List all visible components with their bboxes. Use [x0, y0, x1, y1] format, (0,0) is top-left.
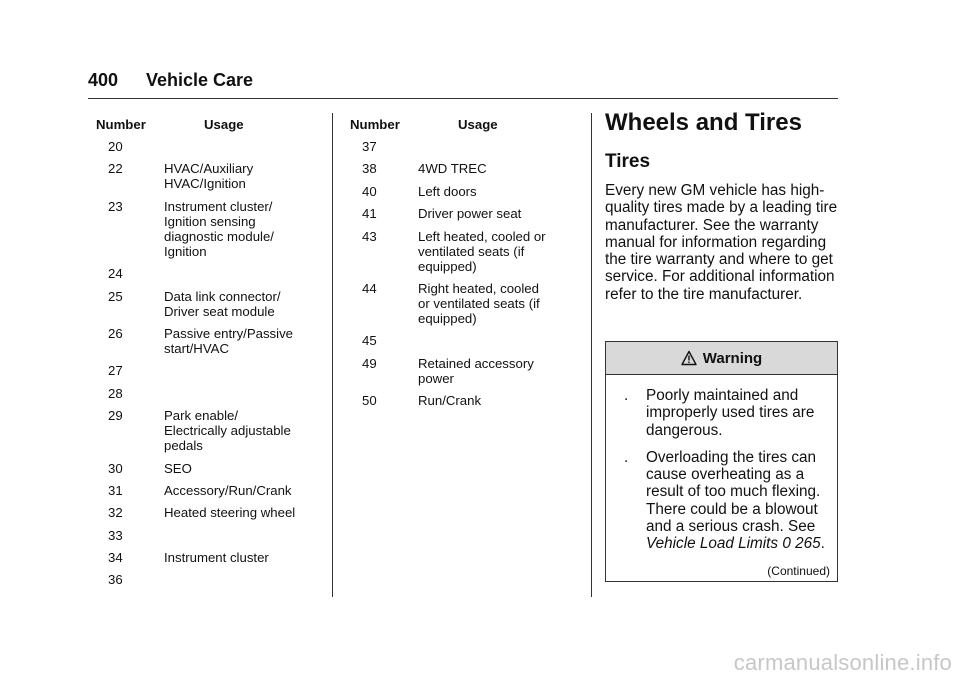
table-row: [342, 184, 582, 199]
fuse-usage: [146, 483, 296, 498]
fuse-number: 34: [108, 550, 123, 566]
fuse-usage: [146, 139, 296, 154]
column-header-number: Number: [96, 117, 146, 132]
continued-label: (Continued): [767, 564, 830, 578]
fuse-usage-line: Right heated, cooled: [418, 280, 539, 296]
page-reference[interactable]: 265: [795, 535, 821, 553]
fuse-usage: [146, 289, 296, 319]
table-row: [88, 505, 324, 520]
fuse-usage-line: Instrument cluster/: [164, 198, 273, 214]
fuse-usage: [146, 386, 296, 401]
sentence-end: .: [820, 535, 825, 553]
fuse-number: 29: [108, 408, 123, 424]
fuse-usage: [146, 550, 296, 565]
fuse-usage-line: or ventilated seats (if: [418, 295, 540, 311]
table-row: [88, 289, 324, 319]
column-header-usage: Usage: [204, 117, 244, 132]
fuse-usage: [146, 572, 296, 587]
warning-item: [624, 449, 829, 553]
table-row: [342, 161, 582, 176]
table-row: [88, 483, 324, 498]
fuse-usage: [400, 184, 550, 199]
fuse-number: 45: [362, 333, 377, 349]
fuse-usage: [146, 363, 296, 378]
fuse-usage: [146, 199, 296, 259]
warning-title: Warning: [702, 349, 763, 367]
table-row: [88, 572, 324, 587]
fuse-number: 33: [108, 527, 123, 543]
fuse-number: 31: [108, 482, 123, 498]
fuse-table-left: [88, 117, 324, 595]
warning-item-text: [646, 449, 829, 553]
fuse-number: 20: [108, 139, 123, 154]
fuse-number: 37: [362, 139, 377, 154]
subsection-heading: Tires: [605, 151, 651, 172]
fuse-usage: [146, 161, 296, 191]
fuse-usage: [146, 266, 296, 281]
table-row: [88, 363, 324, 378]
fuse-number: 25: [108, 288, 123, 304]
fuse-number: 23: [108, 198, 123, 214]
page-number: 400: [88, 70, 119, 90]
fuse-usage: [400, 206, 550, 221]
fuse-usage-line: Left doors: [418, 183, 477, 199]
fuse-usage: [400, 229, 550, 274]
fuse-usage: [146, 505, 296, 520]
column-divider: [332, 113, 333, 597]
table-row: [88, 161, 324, 191]
warning-header: [606, 342, 837, 375]
bullet: .: [624, 387, 629, 404]
table-row: [88, 266, 324, 281]
fuse-number: 26: [108, 325, 123, 341]
fuse-usage-line: Electrically adjustable: [164, 423, 291, 439]
column-header-usage: Usage: [458, 117, 498, 132]
fuse-usage-line: Driver seat module: [164, 303, 275, 319]
fuse-usage-line: Left heated, cooled or: [418, 228, 546, 244]
table-rows: [342, 139, 582, 408]
fuse-usage-line: HVAC/Auxiliary: [164, 161, 254, 177]
fuse-usage-line: Data link connector/: [164, 288, 281, 304]
fuse-number: 40: [362, 183, 377, 199]
fuse-table-right: [342, 117, 582, 416]
fuse-number: 24: [108, 266, 123, 282]
fuse-usage-line: Heated steering wheel: [164, 505, 296, 521]
fuse-usage: [400, 356, 550, 386]
fuse-usage-line: equipped): [418, 258, 477, 274]
warning-item-body: Overloading the tires can cause overheating as a result of too much flexing. There could be a blowout and a serious crash. See: [646, 448, 821, 536]
fuse-usage-line: diagnostic module/: [164, 228, 274, 244]
fuse-usage-line: start/HVAC: [164, 340, 229, 356]
section-heading: Wheels and Tires: [605, 109, 802, 136]
table-rows: [88, 139, 324, 587]
intro-paragraph: Every new GM vehicle has high-quality tires made by a leading tire manufacturer. See the warranty manual for information regarding the tire warranty and where to get service. For additional information refer to the tire manufacturer.: [605, 182, 838, 303]
fuse-usage-line: power: [418, 370, 454, 386]
table-row: [342, 333, 582, 348]
table-row: [342, 356, 582, 386]
table-row: [88, 386, 324, 401]
page-header: [88, 70, 253, 91]
fuse-usage: [400, 333, 550, 348]
warning-body: [606, 375, 837, 553]
fuse-usage-line: Retained accessory: [418, 355, 534, 371]
fuse-usage: [146, 408, 296, 453]
fuse-usage-line: Ignition: [164, 243, 207, 259]
fuse-number: 49: [362, 355, 377, 371]
warning-box: [605, 341, 838, 582]
table-header: [88, 117, 324, 132]
column-header-number: Number: [350, 117, 400, 132]
fuse-number: 27: [108, 363, 123, 379]
fuse-number: 32: [108, 505, 123, 521]
fuse-usage: [146, 461, 296, 476]
fuse-usage-line: Driver power seat: [418, 206, 522, 222]
fuse-number: 38: [362, 161, 377, 177]
fuse-number: 28: [108, 385, 123, 401]
column-divider: [591, 113, 592, 597]
fuse-usage: [146, 326, 296, 356]
vehicle-load-limits-link[interactable]: Vehicle Load Limits: [646, 535, 779, 553]
fuse-number: 50: [362, 393, 377, 409]
table-row: [88, 550, 324, 565]
fuse-usage-line: 4WD TREC: [418, 161, 487, 177]
warning-item-text: Poorly maintained and improperly used tires are dangerous.: [646, 387, 815, 439]
fuse-usage: [400, 139, 550, 154]
fuse-usage-line: Run/Crank: [418, 393, 482, 409]
table-row: [342, 393, 582, 408]
table-row: [88, 199, 324, 259]
table-row: [342, 281, 582, 326]
fuse-usage: [146, 528, 296, 543]
fuse-usage-line: Ignition sensing: [164, 213, 256, 229]
fuse-usage: [400, 161, 550, 176]
watermark: carmanualsonline.info: [733, 650, 952, 675]
fuse-usage-line: equipped): [418, 310, 477, 326]
fuse-number: 41: [362, 206, 377, 222]
table-header: [342, 117, 582, 132]
fuse-usage-line: SEO: [164, 460, 192, 476]
fuse-usage: [400, 393, 550, 408]
wheels-tires-section: [605, 108, 840, 303]
table-row: [88, 408, 324, 453]
fuse-usage-line: pedals: [164, 438, 203, 454]
bullet: .: [624, 448, 629, 466]
warning-icon: [681, 350, 697, 366]
fuse-usage-line: Park enable/: [164, 408, 239, 424]
table-row: [88, 528, 324, 543]
table-row: [342, 229, 582, 274]
fuse-number: 36: [108, 572, 123, 588]
section-title: Vehicle Care: [146, 70, 254, 90]
fuse-number: 43: [362, 228, 377, 244]
fuse-usage-line: Instrument cluster: [164, 550, 269, 566]
table-row: [88, 139, 324, 154]
fuse-usage-line: Accessory/Run/Crank: [164, 482, 292, 498]
fuse-usage: [400, 281, 550, 326]
fuse-number: 22: [108, 161, 123, 177]
page-ref-arrow: 0: [782, 535, 791, 553]
header-rule: [88, 98, 838, 99]
fuse-number: 44: [362, 280, 377, 296]
fuse-number: 30: [108, 460, 123, 476]
table-row: [88, 326, 324, 356]
warning-item: [624, 387, 829, 439]
fuse-usage-line: ventilated seats (if: [418, 243, 525, 259]
fuse-usage-line: HVAC/Ignition: [164, 176, 246, 192]
table-row: [342, 206, 582, 221]
table-row: [342, 139, 582, 154]
fuse-usage-line: Passive entry/Passive: [164, 325, 293, 341]
table-row: [88, 461, 324, 476]
